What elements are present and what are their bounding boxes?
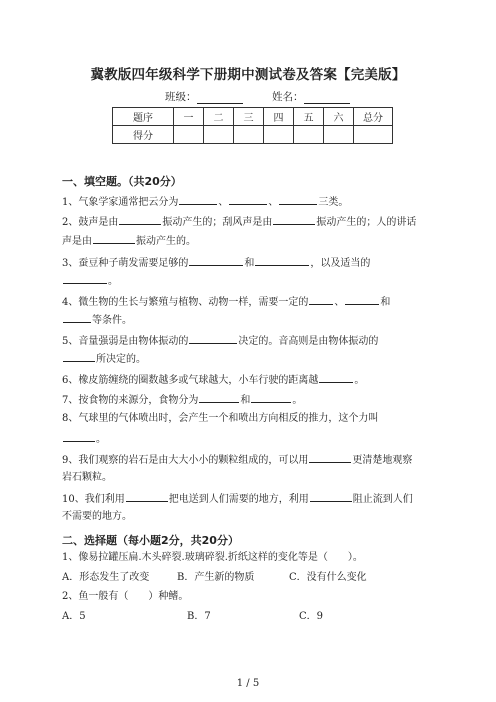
q-text: 和: [380, 297, 391, 308]
answer-blank[interactable]: [93, 233, 135, 244]
fill-q2-cont: [62, 233, 196, 249]
answer-blank[interactable]: [273, 214, 315, 225]
fill-q8: [62, 412, 378, 426]
fill-q3-cont: [62, 273, 118, 289]
answer-blank[interactable]: [199, 392, 239, 403]
q-text: 、: [218, 197, 229, 208]
q-text: 。: [108, 276, 118, 287]
answer-blank[interactable]: [126, 491, 168, 502]
answer-blank[interactable]: [63, 312, 91, 323]
score-table-header-row: [113, 108, 393, 126]
q-text: 。: [96, 434, 106, 445]
answer-blank[interactable]: [279, 194, 317, 205]
q-text: 振动产生的；刮风声是由: [162, 217, 273, 228]
answer-blank[interactable]: [63, 431, 95, 442]
q-text: 和: [244, 258, 255, 269]
fill-q9: [62, 452, 412, 468]
choice-q1-option-b[interactable]: B．产生新的物质: [177, 572, 255, 583]
choice-q2-option-c[interactable]: C．9: [299, 611, 324, 622]
score-table: [112, 107, 393, 144]
header-cell: 三: [234, 108, 264, 126]
answer-blank[interactable]: [309, 294, 333, 305]
header-cell: 四: [264, 108, 294, 126]
fill-q9-cont: [62, 471, 112, 485]
q-text: 振动产生的。: [136, 236, 196, 247]
q-text: 。: [354, 375, 365, 386]
choice-q1: 1、像易拉罐压扁.木头碎裂.玻璃碎裂.折纸这样的变化等是（ ）。: [62, 552, 363, 563]
score-cell[interactable]: [354, 126, 393, 144]
q-text: 、: [334, 297, 345, 308]
q-text: 1、气象学家通常把云分为: [62, 197, 179, 208]
fill-q7: [62, 392, 302, 408]
class-blank[interactable]: [197, 91, 243, 104]
q-text: 。: [292, 395, 303, 406]
q-text: 等条件。: [92, 315, 132, 326]
choice-q1-option-c[interactable]: C．没有什么变化: [289, 572, 367, 583]
q-text: 和: [240, 395, 251, 406]
choice-q2-option-b[interactable]: B．7: [187, 611, 211, 622]
section1-heading: 一、填空题。（共20分）: [62, 175, 182, 188]
q-text: 10、我们利用: [62, 494, 125, 505]
fill-q5-cont: [62, 351, 146, 367]
header-cell: 六: [324, 108, 354, 126]
answer-blank[interactable]: [251, 392, 291, 403]
answer-blank[interactable]: [189, 255, 243, 266]
score-cell[interactable]: [294, 126, 324, 144]
score-table-score-row: [113, 126, 393, 144]
q-text: 振动产生的；人的讲话: [316, 217, 417, 228]
name-field: [272, 89, 350, 104]
q-text: 2、鼓声是由: [62, 217, 119, 228]
q-text: 7、按食物的来源分，食物分为: [62, 395, 199, 406]
name-label: 姓名：: [272, 91, 304, 103]
answer-blank[interactable]: [63, 351, 95, 362]
page-number: 1 / 5: [236, 678, 260, 689]
answer-blank[interactable]: [119, 214, 161, 225]
header-cell: 二: [204, 108, 234, 126]
q-text: 决定的。音高则是由物体振动的: [238, 336, 379, 347]
q-text: 三类。: [318, 197, 349, 208]
answer-blank[interactable]: [179, 194, 217, 205]
q-text: 、: [268, 197, 279, 208]
q-text: 4、微生物的生长与繁殖与植物、动物一样，需要一定的: [62, 297, 309, 308]
q-text: 把电送到人们需要的地方，利用: [168, 494, 309, 505]
header-cell: 总分: [354, 108, 393, 126]
score-cell[interactable]: [174, 126, 204, 144]
name-blank[interactable]: [304, 91, 350, 104]
answer-blank[interactable]: [310, 491, 352, 502]
q-text: 6、橡皮筋缠绕的圈数越多或气球越大，小车行驶的距离越: [62, 375, 319, 386]
page-title: 冀教版四年级科学下册期中测试卷及答案【完美版】: [90, 67, 406, 83]
row-label-cell: 得分: [113, 126, 174, 144]
class-field: [165, 89, 243, 104]
answer-blank[interactable]: [63, 273, 107, 284]
fill-q2: [62, 214, 416, 230]
section2-heading: 二、选择题（每小题2分，共20分）: [62, 534, 239, 547]
header-cell: 一: [174, 108, 204, 126]
fill-q10: [62, 491, 413, 507]
q-text: 声是由: [62, 236, 92, 247]
q-text: 岩石颗粒。: [62, 472, 112, 483]
score-cell[interactable]: [324, 126, 354, 144]
q-text: ，以及适当的: [310, 258, 371, 269]
q-text: 更清楚地观察: [352, 455, 413, 466]
fill-q4-cont: [62, 312, 132, 328]
class-label: 班级：: [165, 91, 197, 103]
score-cell[interactable]: [234, 126, 264, 144]
header-cell: 题序: [113, 108, 174, 126]
answer-blank[interactable]: [309, 452, 351, 463]
choice-q1-option-a[interactable]: A．形态发生了改变: [62, 572, 150, 583]
fill-q10-cont: [62, 510, 132, 524]
fill-q8-cont: [62, 431, 106, 447]
answer-blank[interactable]: [319, 372, 353, 383]
q-text: 不需要的地方。: [62, 511, 132, 522]
q-text: 3、蚕豆种子萌发需要足够的: [62, 258, 189, 269]
fill-q5: [62, 333, 378, 349]
header-cell: 五: [294, 108, 324, 126]
choice-q2: 2、鱼一般有（ ）种鳍。: [62, 591, 189, 602]
score-cell[interactable]: [264, 126, 294, 144]
fill-q1: [62, 194, 348, 210]
answer-blank[interactable]: [255, 255, 309, 266]
fill-q4: [62, 294, 390, 310]
answer-blank[interactable]: [229, 194, 267, 205]
answer-blank[interactable]: [345, 294, 379, 305]
score-cell[interactable]: [204, 126, 234, 144]
answer-blank[interactable]: [189, 333, 237, 344]
q-text: 8、气球里的气体喷出时，会产生一个和喷出方向相反的推力，这个力叫: [62, 413, 379, 424]
fill-q6: [62, 372, 364, 388]
q-text: 5、音量强弱是由物体振动的: [62, 336, 189, 347]
choice-q2-option-a[interactable]: A．5: [62, 611, 86, 622]
fill-q3: [62, 255, 370, 271]
q-text: 所决定的。: [96, 354, 146, 365]
q-text: 阻止流到人们: [352, 494, 413, 505]
q-text: 9、我们观察的岩石是由大大小小的颗粒组成的，可以用: [62, 455, 309, 466]
